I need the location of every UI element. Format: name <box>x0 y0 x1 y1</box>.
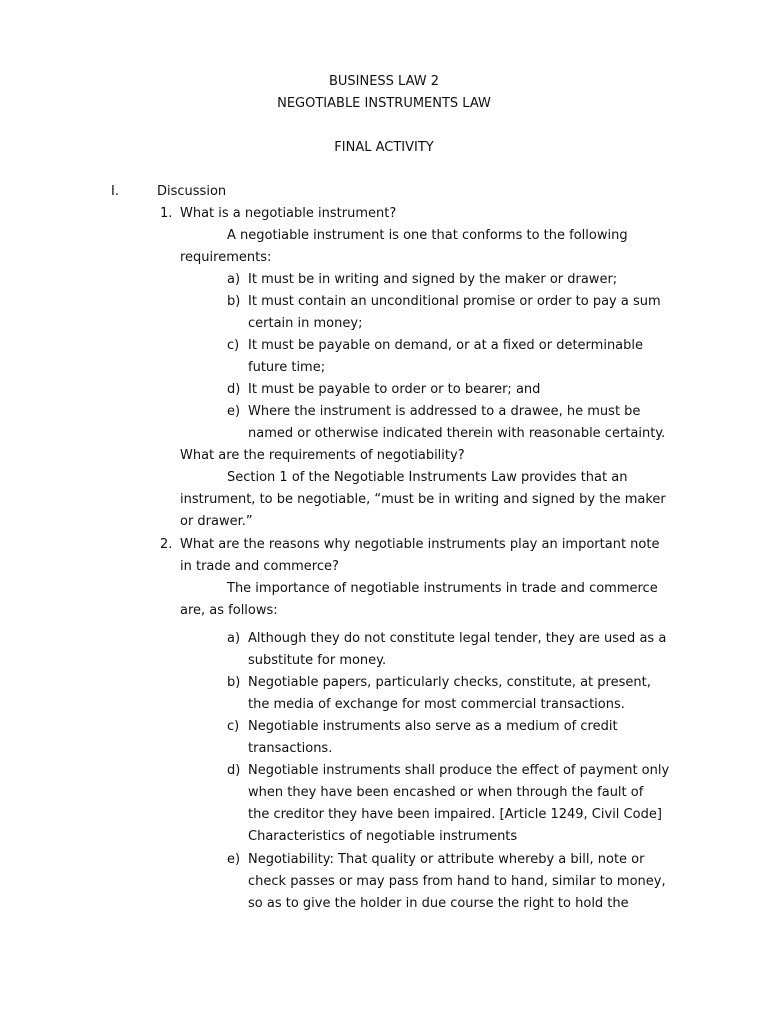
list-marker: a) <box>227 631 241 646</box>
list-item-line: the media of exchange for most commercial transactions. <box>248 697 625 712</box>
list-item-line: named or otherwise indicated therein with reasonable certainty. <box>248 426 666 441</box>
list-marker: c) <box>227 719 240 734</box>
answer-line: Section 1 of the Negotiable Instruments Law provides that an <box>227 470 628 485</box>
question-number: 2. <box>160 537 173 552</box>
list-item-line: Negotiability: That quality or attribute whereby a bill, note or <box>248 852 645 867</box>
question-number: 1. <box>160 206 173 221</box>
section-title: Discussion <box>157 184 227 199</box>
answer-line: A negotiable instrument is one that conforms to the following <box>227 228 628 243</box>
list-item-line: transactions. <box>248 741 333 756</box>
activity-title: FINAL ACTIVITY <box>334 140 434 155</box>
list-item-line: substitute for money. <box>248 653 387 668</box>
list-marker: e) <box>227 404 241 419</box>
question-text: What is a negotiable instrument? <box>180 206 397 221</box>
list-item-line: Negotiable papers, particularly checks, constitute, at present, <box>248 675 651 690</box>
list-marker: e) <box>227 852 241 867</box>
list-item-line: It must be in writing and signed by the maker or drawer; <box>248 272 618 287</box>
list-item-line: future time; <box>248 360 326 375</box>
answer-line: The importance of negotiable instruments in trade and commerce <box>227 581 658 596</box>
subject-title: NEGOTIABLE INSTRUMENTS LAW <box>277 96 491 111</box>
answer-line: or drawer.” <box>180 514 253 529</box>
list-item-line: Where the instrument is addressed to a drawee, he must be <box>248 404 641 419</box>
list-item-line: check passes or may pass from hand to hand, similar to money, <box>248 874 666 889</box>
list-item-line: so as to give the holder in due course the right to hold the <box>248 896 629 911</box>
list-item-line: when they have been encashed or when through the fault of <box>248 785 644 800</box>
list-marker: d) <box>227 382 241 397</box>
list-item-line: Negotiable instruments also serve as a medium of credit <box>248 719 618 734</box>
list-item-line: It must be payable on demand, or at a fixed or determinable <box>248 338 644 353</box>
question-text: What are the reasons why negotiable instruments play an important note <box>180 537 660 552</box>
answer-line: are, as follows: <box>180 603 278 618</box>
list-item-line: Negotiable instruments shall produce the effect of payment only <box>248 763 670 778</box>
list-marker: d) <box>227 763 241 778</box>
course-title: BUSINESS LAW 2 <box>328 74 440 89</box>
answer-line: instrument, to be negotiable, “must be in writing and signed by the maker <box>180 492 666 507</box>
list-marker: c) <box>227 338 240 353</box>
list-item-line: the creditor they have been impaired. [Article 1249, Civil Code] <box>248 807 662 822</box>
list-item-line: It must contain an unconditional promise or order to pay a sum <box>248 294 661 309</box>
section-numeral: I. <box>111 184 119 199</box>
list-item-line: Characteristics of negotiable instruments <box>248 829 518 844</box>
list-item-line: certain in money; <box>248 316 363 331</box>
answer-line: requirements: <box>180 250 272 265</box>
list-marker: b) <box>227 675 241 690</box>
list-item-line: It must be payable to order or to bearer; and <box>248 382 541 397</box>
list-item-line: Although they do not constitute legal tender, they are used as a <box>248 631 667 646</box>
question-text: in trade and commerce? <box>180 559 339 574</box>
list-marker: a) <box>227 272 241 287</box>
list-marker: b) <box>227 294 241 309</box>
sub-question-text: What are the requirements of negotiability? <box>180 448 465 463</box>
